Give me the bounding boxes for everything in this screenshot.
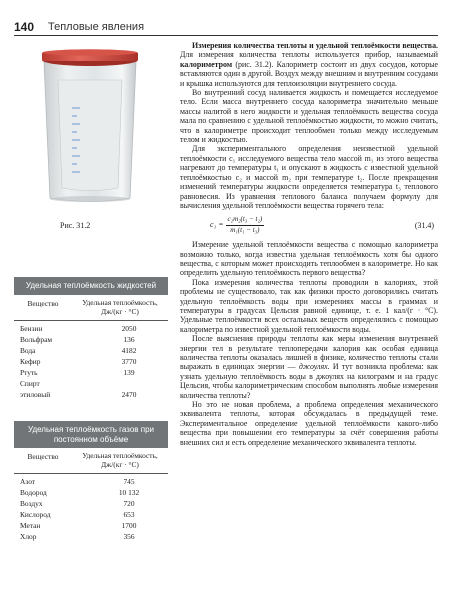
- table-title: Удельная теплоёмкость газов при постоянном объёме: [14, 421, 168, 448]
- gases-heat-capacity-table: [14, 421, 168, 544]
- formula-31-4: [180, 215, 438, 235]
- row-name: Спирт: [20, 378, 40, 388]
- table-column-headers: [14, 295, 168, 321]
- row-value: 139: [123, 367, 135, 377]
- table-row: [14, 531, 168, 542]
- table-row: [14, 367, 168, 378]
- row-name: Бензин: [20, 323, 43, 333]
- paragraph: Пока измерения количества теплоты проводили в калориях, этой проблемы не существовало, так как физики просто договорились считать удельную теплоёмкость воды при измерениях массы в граммах и температуры в градусах Цельсия равной единице, т. е. 1 кал/(г · °С). Удельные теплоёмкости всех остальных веществ определялись с помощью калориметра по известной удельной теплоёмкости воды.: [180, 277, 438, 334]
- formula-fraction: [226, 215, 265, 235]
- table-row: [14, 520, 168, 531]
- row-name: Воздух: [20, 499, 43, 508]
- term-calorimeter: калориметром: [180, 59, 233, 69]
- row-value: 136: [123, 334, 135, 344]
- row-value: 4182: [121, 345, 137, 355]
- table-row: [14, 509, 168, 520]
- table-row: [14, 487, 168, 498]
- row-name: Кефир: [20, 356, 41, 366]
- table-row: [14, 334, 168, 345]
- column-header-heat-capacity: Удельная теплоёмкость, Дж/(кг · °С): [82, 451, 158, 469]
- paragraph: [180, 334, 438, 400]
- table-row: [14, 356, 168, 367]
- row-value: 745: [123, 477, 135, 486]
- column-header-heat-capacity: Удельная теплоёмкость, Дж/(кг · °С): [82, 297, 158, 316]
- table-row: [14, 378, 168, 389]
- column-header-substance: Вещество: [27, 298, 59, 308]
- row-name: Ртуть: [20, 367, 38, 377]
- paragraph: Во внутренний сосуд наливается жидкость и помещается исследуемое тело. Если масса внутреннего сосуда калориметра значительно меньше массы налитой в него жидкости и удельная теплоёмкость вещества сосуда мала по сравнению с удельной теплоёмкостью жидкости, то можно считать, что в калориметре происходит теплообмен только между исследуемым телом и жидкостью.: [180, 88, 438, 145]
- row-name: Вольфрам: [20, 334, 53, 344]
- row-value: 3770: [121, 356, 137, 366]
- term-joules: джоулях: [298, 362, 328, 372]
- table-row: [14, 498, 168, 509]
- row-value: 653: [123, 510, 135, 519]
- table-title: Удельная теплоёмкость жидкостей: [14, 277, 168, 295]
- page-number: 140: [14, 20, 35, 34]
- row-name: Водород: [20, 488, 47, 497]
- row-value: [90, 378, 168, 389]
- row-value: 2050: [121, 323, 137, 333]
- table-row: [14, 345, 168, 356]
- header-divider: [14, 35, 438, 36]
- calorimeter-photo: [34, 48, 146, 206]
- column-header-substance: Вещество: [27, 452, 59, 461]
- row-name: этиловый: [20, 389, 51, 399]
- section-heading: Измерения количества теплоты и удельной теплоёмкости вещества.: [192, 41, 438, 50]
- main-text-column: [180, 41, 438, 447]
- table-row: [14, 323, 168, 334]
- row-value: 356: [123, 532, 135, 541]
- table-row: [14, 476, 168, 487]
- row-name: Кислород: [20, 510, 51, 519]
- paragraph: Но это не новая проблема, а проблема определения механического эквивалента теплоты, которая обсуждалась в предыдущей теме. Экспериментальное определение удельной теплоёмкости какого-либо вещества при повышении его температуры за счёт совершения работы внешних сил и есть определение механического эквивалента теплоты.: [180, 400, 438, 447]
- text-run: Для измерения количества теплоты используется прибор, называемый: [180, 50, 438, 60]
- formula-denominator: m₁(t₁ − t₃): [230, 225, 260, 234]
- row-value: 10 132: [118, 488, 140, 497]
- paragraph: Для экспериментального определения неизвестной удельной теплоёмкости c₁ исследуемого вещества тело массой m₁ из этого вещества нагревают до температуры t₁ и опускают в жидкость с известной удельной теплоёмкостью c₂ и массой m₂ при температуре t₂. После прекращения изменений температуры жидкости определяется температура t₃ теплового равновесия. Из уравнения теплового баланса получаем формулу для вычисления удельной теплоёмкости вещества горячего тела:: [180, 144, 438, 210]
- row-value: 2470: [121, 389, 137, 399]
- table-column-headers: [14, 448, 168, 474]
- formula-numerator: c₂m₂(t₃ − t₂): [226, 215, 265, 225]
- formula-lhs: c₁ =: [210, 220, 224, 230]
- formula-number: (31.4): [414, 220, 434, 230]
- text-run: (рис. 31.2). Калориметр состоит из двух сосудов, которые вставляются один в другой. Воздух между внешним и внутренним сосудами и крышка используются для теплоизоляции внутреннего сосуда.: [180, 59, 438, 88]
- row-name: Вода: [20, 345, 36, 355]
- row-value: 1700: [121, 521, 137, 530]
- table-row: [14, 389, 168, 400]
- text-run: . И тут возникла проблема: как узнать удельную теплоёмкость воды в джоулях на килограмм и на градус Цельсия, чтобы калориметрическим способом выполнять любые измерения количества теплоты?: [180, 362, 438, 400]
- chapter-title: Тепловые явления: [48, 21, 145, 33]
- paragraph: Измерение удельной теплоёмкости вещества с помощью калориметра возможно только, когда известна удельная теплоёмкость хотя бы одного вещества, с которым может происходить теплообмен в калориметре. Но как определить удельную теплоёмкость первого вещества?: [180, 240, 438, 278]
- row-value: 720: [123, 499, 135, 508]
- text-run: После выяснения природы теплоты как меры изменения внутренней энергии тел в результате теплопередачи калория как особая единица количества теплоты оказалась лишней в физике, количество теплоты стали выражать в единицах энергии —: [180, 334, 438, 372]
- page-header: [0, 0, 452, 38]
- liquids-heat-capacity-table: [14, 277, 168, 402]
- row-name: Хлор: [20, 532, 37, 541]
- paragraph: [180, 41, 438, 88]
- row-name: Азот: [20, 477, 36, 486]
- row-name: Метан: [20, 521, 41, 530]
- figure-caption: Рис. 31.2: [60, 221, 91, 230]
